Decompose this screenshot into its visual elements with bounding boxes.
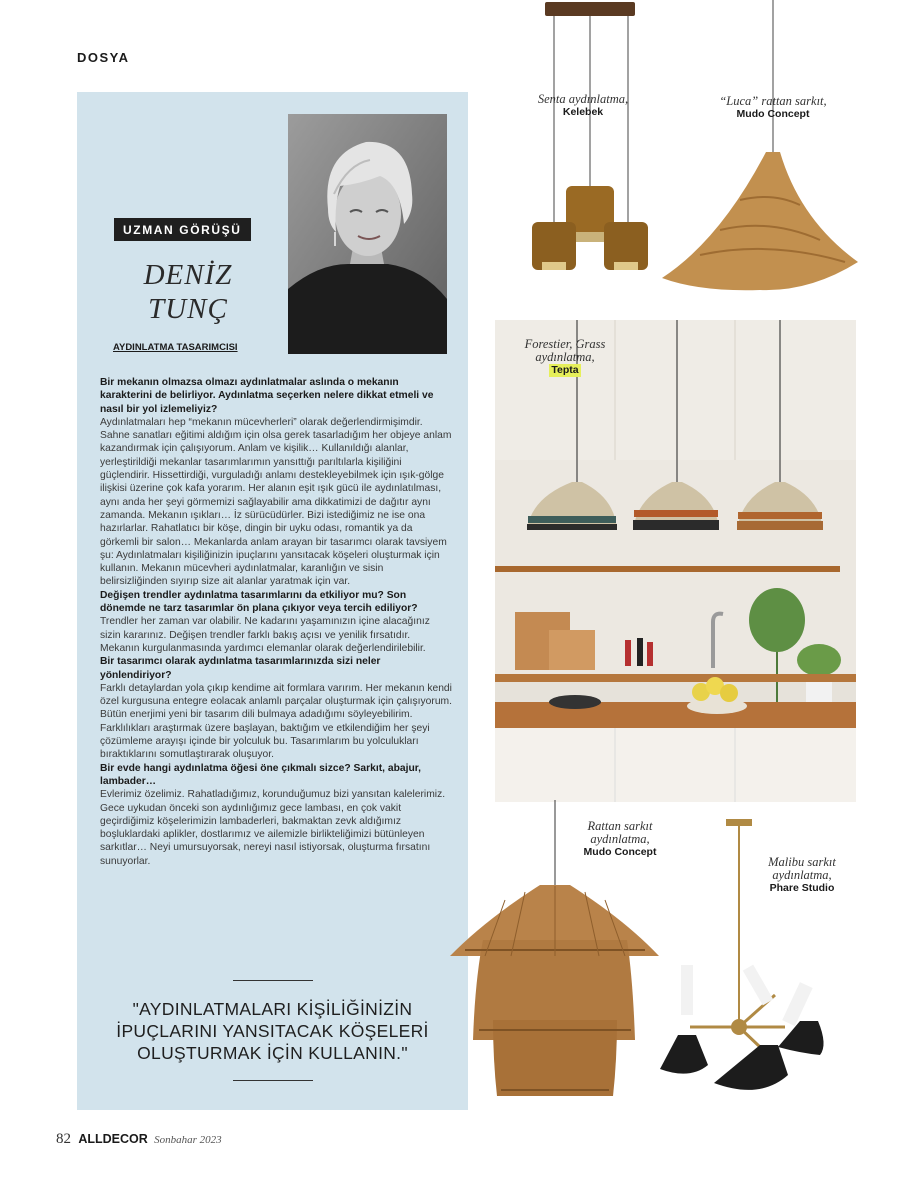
rattan-brand: Mudo Concept: [583, 846, 657, 858]
magazine-name: ALLDECOR: [78, 1132, 148, 1146]
interview-body: [100, 376, 452, 868]
expert-name-line1: DENİZ: [143, 259, 233, 291]
senta-brand: Kelebek: [562, 106, 604, 118]
forestier-title-line1: Forestier, Grass: [524, 337, 606, 351]
expert-name: [128, 258, 248, 326]
rattan-title-line1: Rattan sarkıt: [587, 819, 653, 833]
forestier-title-line2: aydınlatma,: [535, 350, 595, 364]
quote-rule-top: [233, 980, 313, 981]
issue-label: Sonbahar 2023: [154, 1134, 222, 1146]
section-label: DOSYA: [77, 50, 130, 65]
pull-quote: "AYDINLATMALARI KİŞİLİĞİNİZİN İPUÇLARINI YANSITACAK KÖŞELERİ OLUŞTURMAK İÇİN KULLANIN.": [116, 999, 429, 1063]
portrait-photo: [288, 114, 447, 354]
question-2: Değişen trendler aydınlatma tasarımlarını da etkiliyor mu? Son dönemde ne tarz tasarımlar ön plana çıkıyor veya tercih ediliyor?: [100, 589, 418, 615]
kitchen-photo: [495, 320, 856, 802]
answer-3: Farklı detaylardan yola çıkıp kendime ait formlara varırım. Her mekanın kendi özel kurgusuna entegre eolacak anlamlı parçalar oluşturmak için çalışıyorum. Bütün enerjimi yeni bir tasarım dili bulmaya adadığımı söyleyebilirim. Farklılıkları araştırmak üzere başlayan, baktığım ve etkilendiğim her şeyi çözümleme arayışı içinde bir yolculuk bu. Tasarımlarım bu yolculukları bıraktıklarını somutlaştırarak oluşuyor.: [100, 682, 452, 761]
forestier-brand: Tepta: [551, 364, 579, 376]
answer-4: Evlerimiz özelimiz. Rahatladığımız, korunduğumuz bizi yansıtan kalelerimiz. Gece uykudan önceki son aydınlığımız gece lambası, en çok vakit geçirdiğimiz köşelerimizin lambaderleri, bakmaktan zevk aldığımız boşluklardaki aplikler, dostlarımız ve ailemizle birlikteliğimizi bütünleyen sarkıtlar… Neyi umursuyorsak, nereyi nasıl istiyorsak, oluşturma fırsatını sunuyorlar.: [100, 789, 446, 867]
senta-pendant-image: [520, 0, 650, 280]
senta-title: Senta aydınlatma,: [537, 92, 629, 106]
malibu-title-line2: aydınlatma,: [772, 868, 832, 882]
senta-caption: [518, 93, 648, 119]
luca-title: “Luca” rattan sarkıt,: [719, 94, 827, 108]
expert-tag: UZMAN GÖRÜŞÜ: [114, 218, 251, 241]
forestier-caption: [510, 338, 620, 377]
expert-role: AYDINLATMA TASARIMCISI: [113, 342, 238, 353]
malibu-caption: [752, 856, 852, 895]
question-4: Bir evde hangi aydınlatma öğesi öne çıkmalı sizce? Sarkıt, abajur, lambader…: [100, 762, 422, 787]
question-1: Bir mekanın olmazsa olmazı aydınlatmalar aslında o mekanın karakterini de belirliyor. Aydınlatma seçerken nelere dikkat etmeli ve nasıl bir yol izlemeliyiz?: [100, 377, 434, 415]
answer-1: Aydınlatmaları hep “mekanın mücevherleri” olarak değerlendirmişimdir. Sahne sanatları eğitimi aldığım için olsa gerek tasarladığım her objeye anlam kazandırmak için çalışıyorum. Anlam ve kişilik… Kullanıldığı alanlar, yerleştirildiği mekanlar tasarımlarımın yansıttığı parıltılarla kişiliğini güçlendirir. Hissettirdiği, vurguladığı anlamı destekleyebilmek için ışık-gölge ilişkisi üzerine çok kafa yorarım. Her alanın eşit ışık gücü ile aydınlatılması, aynı anda her şeyi görmemizi sağlayabilir ama dikkatimizi de dağıtır aynı zamanda. Mekanın ışıkları… İz sürücüdürler. Bizi istediğimiz ne ise ona hazırlarlar. Rahatlatıcı bir köşe, dingin bir uyku odası, romantik ya da görkemli bir salon… Mekanlarda anlam arayan bir tasarımcı olarak tavsiyem şu: Aydınlatmaları kişiliğinizin ipuçlarını yansıtacak köşeleri oluşturmak için kullanın. Mekanın mücevheri aydınlatmalar, karanlığın ve sisin belirsizliğinden sıyırıp size ait alanlar yaratmak için var.: [100, 416, 452, 588]
malibu-title-line1: Malibu sarkıt: [768, 855, 836, 869]
rattan-title-line2: aydınlatma,: [590, 832, 650, 846]
question-3: Bir tasarımcı olarak aydınlatma tasarımlarınızda sizi neler yönlendiriyor?: [100, 656, 381, 681]
page-footer: [56, 1131, 222, 1148]
malibu-brand: Phare Studio: [769, 882, 835, 894]
luca-pendant-image: [660, 0, 860, 295]
page-number: 82: [56, 1131, 71, 1147]
expert-name-line2: TUNÇ: [148, 293, 228, 325]
answer-2: Trendler her zaman var olabilir. Ne kadarını yaşamınızın içine alacağınız sizin kararınız. Değişen trendler farklı bakış açısı ve yenilik fırsatıdır. Mekanın kurgulanmasında yardımcı elemanlar olarak değerlendirilebilir.: [100, 616, 430, 654]
luca-brand: Mudo Concept: [736, 108, 810, 120]
quote-rule-bottom: [233, 1080, 313, 1081]
luca-caption: [698, 95, 848, 121]
